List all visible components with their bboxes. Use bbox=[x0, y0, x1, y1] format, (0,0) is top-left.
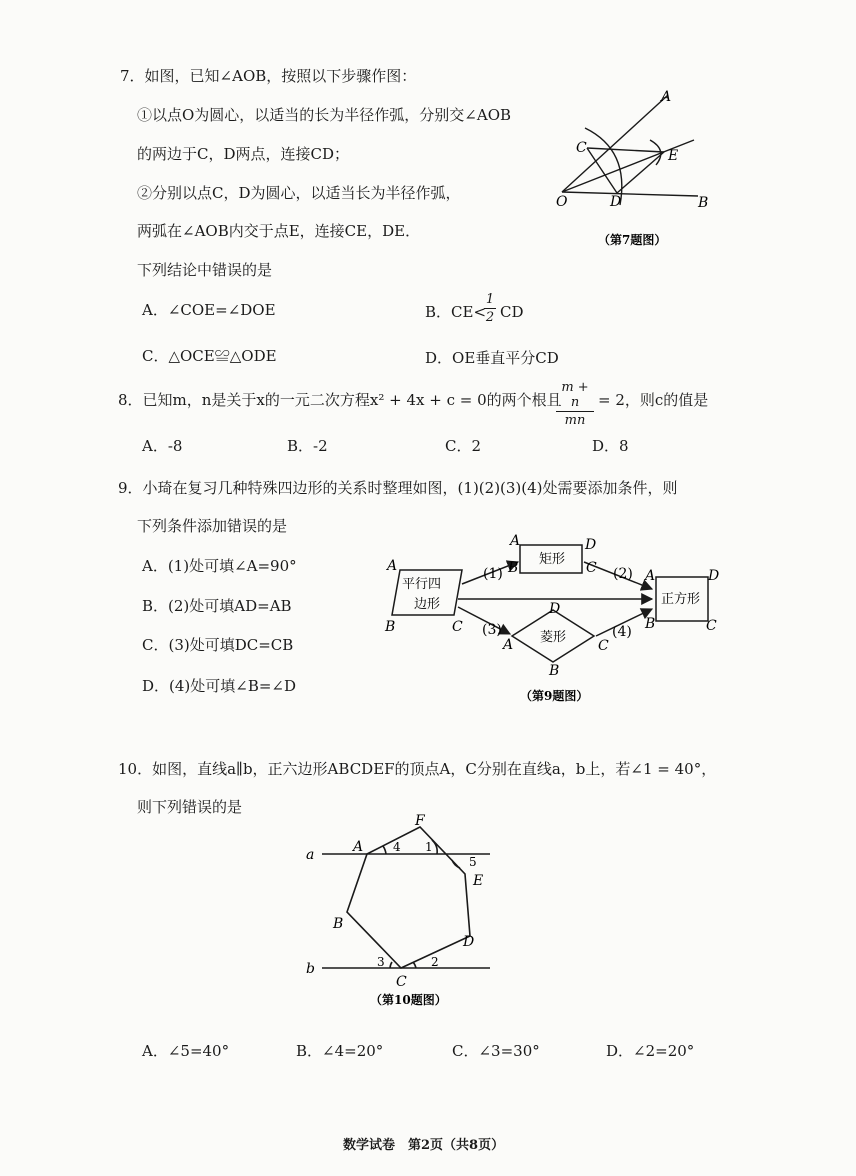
hexagon-abcdef bbox=[347, 827, 470, 968]
parallelogram-label-line2: 边形 bbox=[414, 597, 441, 612]
arc-e bbox=[650, 140, 661, 165]
arrow-2 bbox=[584, 562, 652, 589]
q8-stem-tail: = 2，则c的值是 bbox=[598, 391, 709, 409]
fig10-vertex-d: D bbox=[463, 934, 475, 950]
condition-3: (3) bbox=[482, 622, 502, 638]
q10-stem: 10．如图，直线a∥b，正六边形ABCDEF的顶点A，C分别在直线a，b上，若∠1 = 40°， bbox=[118, 760, 717, 778]
q9-option-c: C．(3)处可填DC=CB bbox=[142, 636, 294, 654]
fig7-label-o: O bbox=[556, 194, 568, 210]
q7-stem: 7．如图，已知∠AOB，按照以下步骤作图： bbox=[120, 67, 417, 85]
parallelogram-shape bbox=[392, 570, 462, 615]
q8-option-a: A．-8 bbox=[142, 437, 183, 455]
q7-half-numerator: 1 bbox=[485, 292, 495, 307]
rectangle-label: 矩形 bbox=[539, 552, 566, 567]
square-label: 正方形 bbox=[661, 592, 701, 607]
q7-option-b-tail: CD bbox=[500, 303, 524, 321]
fig9-rhombus-c: C bbox=[598, 638, 609, 654]
q7-step1-line2: 的两边于C，D两点，连接CD； bbox=[137, 145, 350, 163]
q7-option-c: C．△OCE≌△ODE bbox=[142, 347, 277, 365]
q7-half-fraction bbox=[484, 292, 496, 325]
fig10-angle-3: 3 bbox=[377, 955, 385, 969]
fig10-label-a-line: a bbox=[306, 847, 315, 863]
arrow-1 bbox=[462, 562, 518, 584]
arrow-4 bbox=[596, 609, 652, 636]
fig10-angle-1: 1 bbox=[425, 840, 433, 854]
q10-ask: 则下列错误的是 bbox=[137, 798, 243, 816]
fig9-rect-d: D bbox=[585, 537, 597, 553]
page-footer: 数学试卷 第2页（共8页） bbox=[343, 1138, 505, 1153]
fig7-caption: （第7题图） bbox=[598, 233, 667, 247]
angle-5-arc bbox=[452, 860, 460, 868]
fig7-label-d: D bbox=[610, 194, 622, 210]
fig9-para-c: C bbox=[452, 619, 463, 635]
ray-ob bbox=[562, 192, 698, 196]
q9-stem: 9．小琦在复习几种特殊四边形的关系时整理如图，(1)(2)(3)(4)处需要添加条件，则 bbox=[118, 479, 678, 497]
fig9-square-b: B bbox=[645, 616, 656, 632]
fig7-label-a: A bbox=[661, 89, 672, 105]
fig7-label-b: B bbox=[698, 195, 709, 211]
arc-o bbox=[585, 128, 622, 205]
arrow-3 bbox=[458, 607, 510, 634]
q10-option-b: B．∠4=20° bbox=[296, 1042, 384, 1060]
fig7-label-c: C bbox=[576, 140, 587, 156]
fig9-square-d: D bbox=[708, 568, 720, 584]
fig9-para-b: B bbox=[385, 619, 396, 635]
parallelogram-label-line1: 平行四 bbox=[402, 577, 442, 592]
fig9-rhombus-a: A bbox=[503, 637, 514, 653]
angle-2-arc bbox=[413, 962, 416, 968]
q8-denominator: mn bbox=[564, 413, 586, 428]
fig9-para-a: A bbox=[387, 558, 398, 574]
q9-option-a: A．(1)处可填∠A=90° bbox=[142, 557, 297, 575]
fig10-vertex-a: A bbox=[353, 839, 364, 855]
segment-cd bbox=[587, 148, 617, 193]
fig10-vertex-c: C bbox=[396, 974, 407, 990]
fig10-vertex-f: F bbox=[415, 813, 425, 829]
condition-4: (4) bbox=[612, 624, 632, 640]
q10-option-d: D．∠2=20° bbox=[606, 1042, 695, 1060]
rhombus-shape bbox=[512, 610, 594, 662]
fig9-rect-a: A bbox=[510, 533, 521, 549]
fig9-rect-c: C bbox=[586, 560, 597, 576]
q8-stem: 8．已知m，n是关于x的一元二次方程x² + 4x + c = 0的两个根且 bbox=[118, 391, 562, 409]
rhombus-label: 菱形 bbox=[540, 630, 567, 645]
q7-step2-line2: 两弧在∠AOB内交于点E，连接CE，DE． bbox=[137, 222, 421, 240]
q8-option-b: B．-2 bbox=[287, 437, 328, 455]
q9-ask: 下列条件添加错误的是 bbox=[137, 517, 288, 535]
fig10-caption: （第10题图） bbox=[370, 993, 447, 1007]
fig9-rect-b: B bbox=[508, 560, 519, 576]
square-shape bbox=[656, 577, 708, 621]
q8-numerator: m + n bbox=[561, 380, 589, 410]
angle-1-arc bbox=[432, 840, 437, 854]
condition-2: (2) bbox=[613, 566, 633, 582]
q7-ask: 下列结论中错误的是 bbox=[137, 261, 273, 279]
fig10-angle-4: 4 bbox=[393, 840, 401, 854]
q8-fraction bbox=[556, 380, 594, 428]
angle-3-arc bbox=[390, 962, 392, 968]
q7-option-a: A．∠COE=∠DOE bbox=[142, 301, 276, 319]
segment-ce bbox=[587, 148, 664, 152]
fraction-bar bbox=[484, 308, 496, 309]
q10-option-c: C．∠3=30° bbox=[452, 1042, 540, 1060]
fig10-vertex-b: B bbox=[333, 916, 344, 932]
q8-option-d: D．8 bbox=[592, 437, 629, 455]
fig10-label-b-line: b bbox=[306, 961, 315, 977]
q8-option-c: C．2 bbox=[445, 437, 482, 455]
fig9-square-c: C bbox=[706, 618, 717, 634]
ray-oa bbox=[562, 95, 668, 192]
ray-oe bbox=[562, 140, 694, 192]
q7-option-b: B．CE< bbox=[425, 303, 487, 321]
q9-option-b: B．(2)处可填AD=AB bbox=[142, 597, 292, 615]
q7-half-denominator: 2 bbox=[485, 310, 495, 325]
q9-option-d: D．(4)处可填∠B=∠D bbox=[142, 677, 297, 695]
condition-1: (1) bbox=[483, 566, 503, 582]
q10-option-a: A．∠5=40° bbox=[142, 1042, 230, 1060]
angle-4-arc bbox=[383, 846, 386, 854]
q7-option-d: D．OE垂直平分CD bbox=[425, 349, 559, 367]
q7-step2-line1: ②分别以点C，D为圆心，以适当长为半径作弧， bbox=[137, 184, 461, 202]
q7-step1-line1: ①以点O为圆心，以适当的长为半径作弧，分别交∠AOB bbox=[137, 106, 512, 124]
fig9-caption: （第9题图） bbox=[520, 689, 589, 703]
fraction-bar bbox=[556, 411, 594, 412]
fig9-rhombus-d: D bbox=[549, 601, 561, 617]
fig9-square-a: A bbox=[645, 568, 656, 584]
fig10-angle-5: 5 bbox=[469, 855, 477, 869]
rectangle-shape bbox=[520, 545, 582, 573]
fig7-label-e: E bbox=[668, 148, 679, 164]
fig10-vertex-e: E bbox=[473, 873, 484, 889]
fig10-angle-2: 2 bbox=[431, 955, 439, 969]
segment-de bbox=[617, 152, 664, 193]
fig9-rhombus-b: B bbox=[549, 663, 560, 679]
